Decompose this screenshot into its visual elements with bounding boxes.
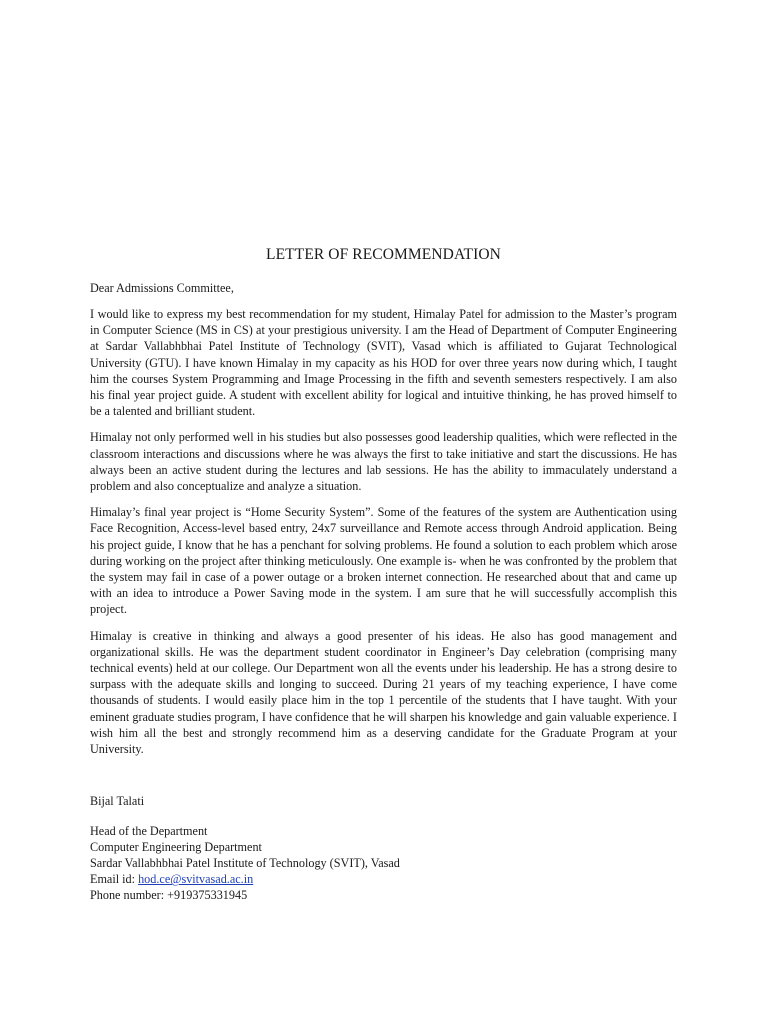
signature-block — [90, 793, 677, 903]
paragraph-leadership: Himalay not only performed well in his studies but also possesses good leadership qualities, which were reflected in the classroom interactions and discussions where he was always the first to take initiative and start the discussions. He has always been an active student during the lectures and lab sessions. He has the ability to immaculately understand a problem and also conceptualize and analyze a situation. — [90, 430, 677, 494]
paragraph-project: Himalay’s final year project is “Home Security System”. Some of the features of the system are Authentication using Face Recognition, Access-level based entry, 24x7 surveillance and Remote access through Android application. Being his project guide, I know that he has a penchant for solving problems. He found a solution to each problem which arose during working on the project after thinking meticulously. One example is- when he was confronted by the problem that the system may fail in case of a power outage or a broken internet connection. He researched about that and came up with an idea to introduce a Power Saving mode in the system. I am sure that he will successfully accomplish this project. — [90, 505, 677, 617]
letter-title: LETTER OF RECOMMENDATION — [266, 246, 501, 263]
paragraph-introduction: I would like to express my best recommendation for my student, Himalay Patel for admission to the Master’s program in Computer Science (MS in CS) at your prestigious university. I am the Head of Department of Computer Engineering at Sardar Vallabhbhai Patel Institute of Technology (SVIT), Vasad which is affiliated to Gujarat Technological University (GTU). I have known Himalay in my capacity as his HOD for over three years now during which, I taught him the courses System Programming and Image Processing in the fifth and seventh semesters respectively. I am also his final year project guide. A student with excellent ability for logical and intuitive thinking, he has proved himself to be a talented and brilliant student. — [90, 307, 677, 419]
paragraph-closing: Himalay is creative in thinking and always a good presenter of his ideas. He also has good management and organizational skills. He was the department student coordinator in Engineer’s Day celebration (comprising many technical events) held at our college. Our Department won all the events under his leadership. He has a strong desire to surpass with the adequate skills and longing to succeed. During 21 years of my teaching experience, I have come thousands of students. I would easily place him in the top 1 percentile of the students that I have taught. With your eminent graduate studies program, I have confidence that he will sharpen his knowledge and gain valuable experience. I wish him all the best and strongly recommend him as a deserving candidate for the Graduate Program at your University. — [90, 628, 677, 757]
phone-line: Phone number: +919375331945 — [90, 888, 248, 903]
signatory-position: Head of the Department — [90, 824, 208, 839]
email-label: Email id: — [90, 872, 139, 887]
email-line — [90, 871, 677, 887]
salutation: Dear Admissions Committee, — [90, 281, 234, 295]
signatory-institute: Sardar Vallabhbhai Patel Institute of Technology (SVIT), Vasad — [90, 856, 400, 871]
signatory-name: Bijal Talati — [90, 794, 145, 809]
letter-page — [90, 246, 677, 903]
signatory-department: Computer Engineering Department — [90, 840, 262, 855]
email-link[interactable]: hod.ce@svitvasad.ac.in — [138, 872, 254, 887]
